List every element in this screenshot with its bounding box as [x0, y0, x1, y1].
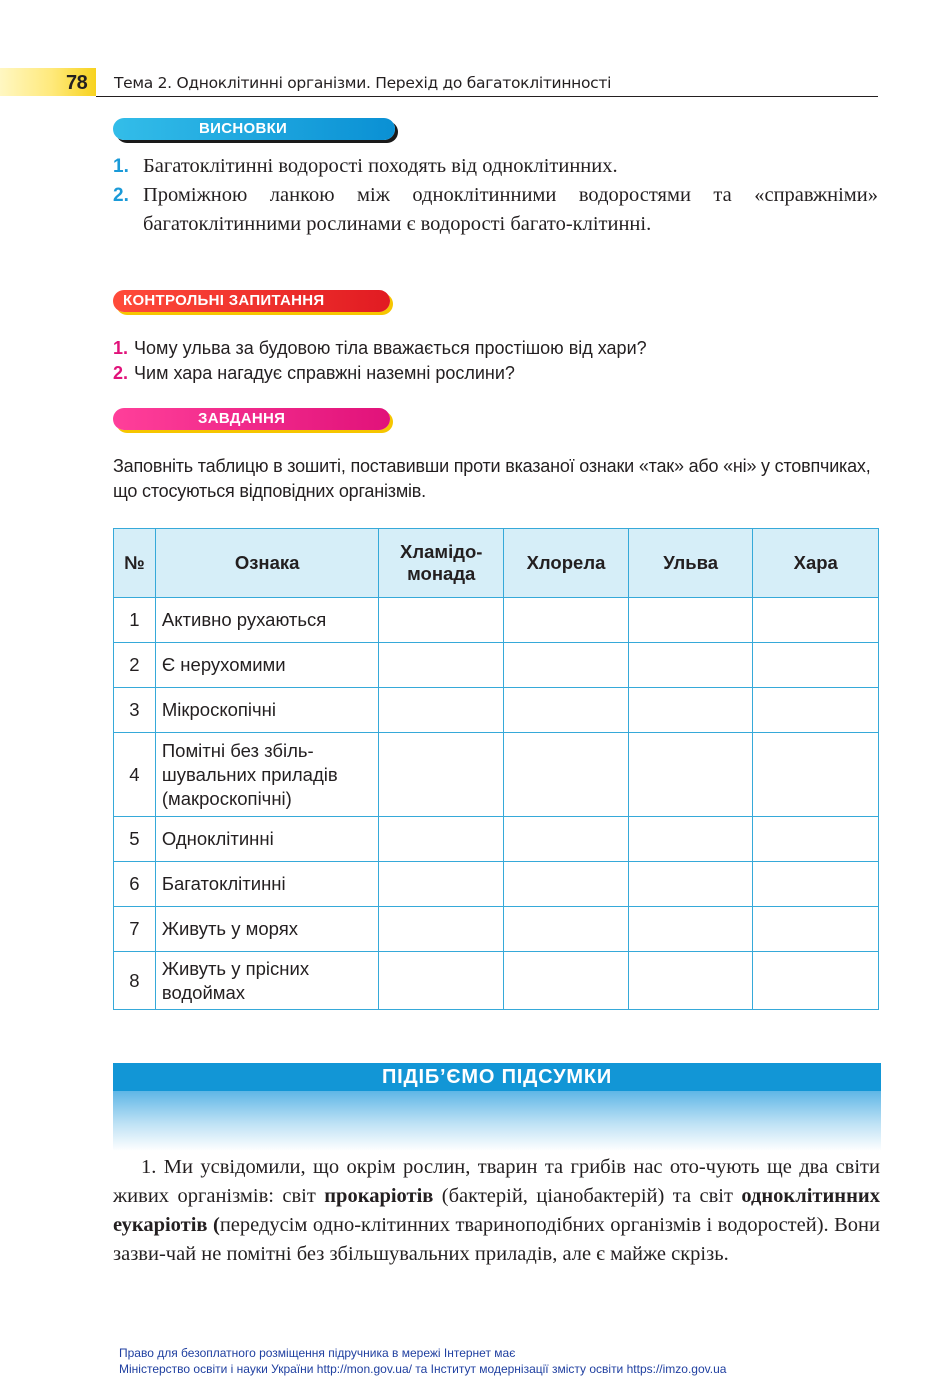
answer-cell — [628, 907, 753, 952]
answer-cell — [628, 643, 753, 688]
table-header-row — [114, 529, 879, 598]
question-number: 2. — [113, 363, 129, 383]
answer-cell — [753, 907, 879, 952]
answer-cell — [379, 643, 504, 688]
task-heading — [113, 408, 390, 430]
conclusions-heading — [113, 118, 395, 140]
answer-cell — [753, 952, 879, 1010]
term-unicellular-eukaryotes: одноклітинних еукаріотів ( — [113, 1185, 880, 1236]
answer-cell — [379, 688, 504, 733]
conclusion-number: 1. — [113, 156, 129, 177]
footer-line: Міністерство освіти і науки України http://mon.gov.ua/ та Інститут модернізації змісту освіти https://imzo.gov.ua — [119, 1362, 727, 1376]
answer-cell — [504, 817, 629, 862]
answer-cell — [504, 862, 629, 907]
row-number: 2 — [114, 643, 156, 688]
questions-heading — [113, 290, 390, 312]
answer-cell — [753, 817, 879, 862]
col-header-chlorella: Хлорела — [504, 529, 629, 598]
term-prokaryotes: прокаріотів — [324, 1185, 434, 1207]
table-row — [114, 733, 879, 817]
conclusion-number: 2. — [113, 185, 129, 206]
answer-cell — [628, 688, 753, 733]
question-number: 1. — [113, 338, 129, 358]
answer-cell — [379, 952, 504, 1010]
question-item — [113, 336, 878, 361]
col-header-chlamydomonas: Хламідо-монада — [379, 529, 504, 598]
conclusion-item — [113, 181, 878, 239]
col-header-feature: Ознака — [155, 529, 378, 598]
task-instruction: Заповніть таблицю в зошиті, поставивши проти вказаної ознаки «так» або «ні» у стовпчиках, що стосуються відповідних організмів. — [113, 456, 871, 501]
summary-text-part: 1. Ми усвідомили, що окрім рослин, тварин та грибів нас ото-чують ще два світи живих організмів: світ — [113, 1156, 880, 1207]
row-number: 6 — [114, 862, 156, 907]
conclusions-heading-label: ВИСНОВКИ — [199, 120, 288, 137]
answer-cell — [753, 643, 879, 688]
table-row — [114, 643, 879, 688]
questions-list — [113, 336, 878, 386]
col-header-chara: Хара — [753, 529, 879, 598]
copyright-footer — [119, 1345, 919, 1377]
answer-cell — [379, 907, 504, 952]
answer-cell — [379, 862, 504, 907]
answer-cell — [504, 598, 629, 643]
summary-text-part: (бактерій, ціанобактерій) та світ — [433, 1185, 742, 1207]
traits-table — [113, 528, 879, 1010]
page-number: 78 — [66, 72, 88, 94]
row-feature: Мікроскопічні — [155, 688, 378, 733]
answer-cell — [628, 817, 753, 862]
summary-paragraph — [113, 1153, 880, 1269]
row-feature: Одноклітинні — [155, 817, 378, 862]
conclusion-item — [113, 152, 878, 181]
answer-cell — [504, 643, 629, 688]
row-number: 4 — [114, 733, 156, 817]
row-number: 7 — [114, 907, 156, 952]
row-feature: Є нерухомими — [155, 643, 378, 688]
answer-cell — [628, 862, 753, 907]
table-row — [114, 817, 879, 862]
col-header-number: № — [114, 529, 156, 598]
answer-cell — [753, 598, 879, 643]
row-number: 5 — [114, 817, 156, 862]
question-text: Чому ульва за будовою тіла вважається простішою від хари? — [134, 338, 647, 358]
answer-cell — [753, 862, 879, 907]
answer-cell — [628, 598, 753, 643]
table-row — [114, 688, 879, 733]
answer-cell — [379, 817, 504, 862]
answer-cell — [379, 598, 504, 643]
answer-cell — [379, 733, 504, 817]
row-number: 8 — [114, 952, 156, 1010]
row-feature: Живуть у прісних водоймах — [155, 952, 378, 1010]
col-header-ulva: Ульва — [628, 529, 753, 598]
conclusions-list — [113, 152, 878, 239]
conclusion-text: Проміжною ланкою між одноклітинними водоростями та «справжніми» багатоклітинними рослинами є водорості багато-клітинні. — [143, 184, 878, 235]
answer-cell — [753, 733, 879, 817]
task-heading-label: ЗАВДАННЯ — [198, 410, 286, 427]
answer-cell — [504, 907, 629, 952]
row-feature: Помітні без збіль-шувальних приладів (макроскопічні) — [155, 733, 378, 817]
footer-line: Право для безоплатного розміщення підручника в мережі Інтернет має — [119, 1346, 516, 1360]
answer-cell — [504, 688, 629, 733]
row-feature: Багатоклітинні — [155, 862, 378, 907]
question-text: Чим хара нагадує справжні наземні рослини? — [134, 363, 515, 383]
questions-heading-label: КОНТРОЛЬНІ ЗАПИТАННЯ — [123, 292, 325, 309]
answer-cell — [504, 952, 629, 1010]
summary-heading: ПІДІБ’ЄМО ПІДСУМКИ — [113, 1063, 881, 1091]
row-feature: Активно рухаються — [155, 598, 378, 643]
answer-cell — [753, 688, 879, 733]
summary-gradient-band — [113, 1091, 881, 1151]
table-row — [114, 598, 879, 643]
table-row — [114, 907, 879, 952]
answer-cell — [628, 733, 753, 817]
table-row — [114, 862, 879, 907]
summary-text-part: передусім одно-клітинних тваринoподібних організмів і водоростей). Вони зазви-чай не помітні без збільшувальних приладів, але є майже скрізь. — [113, 1214, 880, 1265]
conclusion-text: Багатоклітинні водорості походять від одноклітинних. — [143, 155, 618, 177]
answer-cell — [504, 733, 629, 817]
summary-text — [113, 1153, 880, 1269]
row-number: 1 — [114, 598, 156, 643]
table-row — [114, 952, 879, 1010]
question-item — [113, 361, 878, 386]
answer-cell — [628, 952, 753, 1010]
row-number: 3 — [114, 688, 156, 733]
row-feature: Живуть у морях — [155, 907, 378, 952]
chapter-title: Тема 2. Одноклітинні організми. Перехід до багатоклітинності — [114, 74, 612, 92]
header-rule — [96, 96, 878, 97]
